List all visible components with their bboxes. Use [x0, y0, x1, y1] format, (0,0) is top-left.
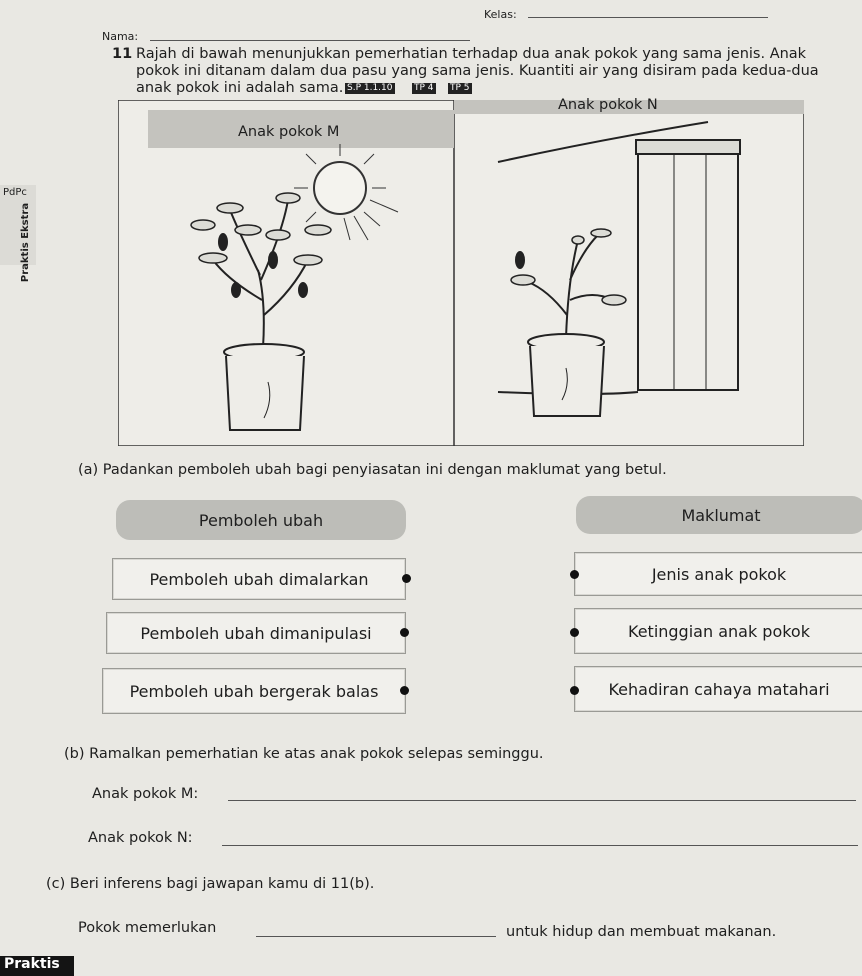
right-item-1-label: Jenis anak pokok [651, 564, 787, 584]
sp-tag: S.P 1.1.10 [347, 83, 393, 93]
kelas-label: Kelas: [484, 8, 517, 21]
right-dot-1[interactable] [570, 570, 579, 579]
tp5-tag: TP 5 [450, 83, 470, 93]
part-a-prompt: (a) Padankan pemboleh ubah bagi penyiasatan ini dengan maklumat yang betul. [78, 462, 667, 478]
maklumat-header [576, 496, 862, 534]
plant-m-answer-line[interactable] [228, 800, 856, 801]
left-item-1[interactable] [112, 558, 406, 600]
side-tab-top: PdPc [3, 187, 27, 198]
right-item-2-label: Ketinggian anak pokok [628, 621, 810, 641]
side-tab-label: Praktis Ekstra [20, 202, 32, 283]
pot-n [528, 334, 604, 416]
plant-m-title: Anak pokok M [238, 124, 340, 140]
question-line3: anak pokok ini adalah sama. [136, 80, 344, 96]
plant-m-answer-label: Anak pokok M: [92, 786, 199, 802]
plant-n-title: Anak pokok N [558, 97, 658, 113]
question-line2: pokok ini ditanam dalam dua pasu yang sama jenis. Kuantiti air yang disiram pada kedua-dua [136, 63, 819, 79]
right-item-2[interactable] [574, 608, 862, 654]
part-c-after: untuk hidup dan membuat makanan. [506, 924, 777, 940]
right-item-3[interactable] [574, 666, 862, 712]
kelas-line [528, 17, 768, 18]
left-item-3[interactable] [102, 668, 406, 714]
right-dot-3[interactable] [570, 686, 579, 695]
figure-drawing [118, 100, 804, 446]
tp4-tag: TP 4 [414, 83, 434, 93]
maklumat-header-label: Maklumat [681, 505, 761, 525]
side-tab [0, 185, 36, 283]
part-c-prompt: (c) Beri inferens bagi jawapan kamu di 11(b). [46, 876, 375, 892]
part-c-answer-line[interactable] [256, 936, 496, 937]
left-dot-3[interactable] [400, 686, 409, 695]
pemboleh-ubah-header-label: Pemboleh ubah [198, 510, 324, 530]
right-item-1[interactable] [574, 552, 862, 596]
nama-line [150, 40, 470, 41]
nama-label: Nama: [102, 30, 139, 43]
left-item-2-label: Pemboleh ubah dimanipulasi [140, 623, 372, 643]
left-item-2[interactable] [106, 612, 406, 654]
part-c-before: Pokok memerlukan [78, 920, 217, 936]
part-b-prompt: (b) Ramalkan pemerhatian ke atas anak pokok selepas seminggu. [64, 746, 544, 762]
figure [118, 97, 804, 446]
pemboleh-ubah-header [116, 500, 406, 540]
left-item-1-label: Pemboleh ubah dimalarkan [149, 569, 369, 589]
praktis-footer: Praktis [0, 956, 74, 976]
left-dot-2[interactable] [400, 628, 409, 637]
plant-n-answer-line[interactable] [222, 845, 858, 846]
pot-m [224, 344, 304, 430]
left-dot-1[interactable] [402, 574, 411, 583]
left-item-3-label: Pemboleh ubah bergerak balas [129, 681, 379, 701]
right-item-3-label: Kehadiran cahaya matahari [608, 679, 830, 699]
question-line1: Rajah di bawah menunjukkan pemerhatian terhadap dua anak pokok yang sama jenis. Anak [136, 46, 807, 62]
question-number: 11 [112, 46, 133, 62]
plant-n-answer-label: Anak pokok N: [88, 830, 193, 846]
right-dot-2[interactable] [570, 628, 579, 637]
